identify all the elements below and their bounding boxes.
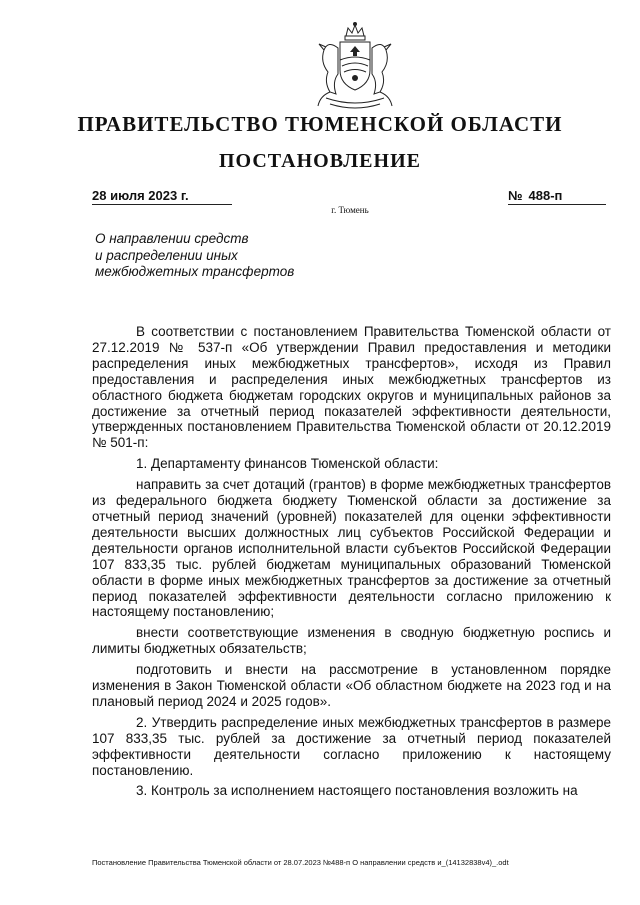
city-label: г. Тюмень <box>331 205 369 215</box>
page-footer: Постановление Правительства Тюменской области от 28.07.2023 №488-п О направлении средств и_(14132838v4)_.odt <box>92 858 509 867</box>
coat-of-arms-icon <box>310 22 400 114</box>
body-paragraph: направить за счет дотаций (грантов) в форме межбюджетных трансфертов из федерального бюджета бюджету Тюменской области за достижение за отчетный период значений (уровней) показателей для оценки эффективности деятельности высших должностных лиц субъектов Российской Федерации и деятельности органов исполнительной власти субъектов Российской Федерации 107 833,35 тыс. рублей бюджетам муниципальных образований Тюменской области в форме иных межбюджетных трансфертов за достижение за отчетный период показателей эффективности деятельности согласно приложению к настоящему постановлению; <box>92 477 611 620</box>
body-paragraph: подготовить и внести на рассмотрение в установленном порядке изменения в Закон Тюменской области «Об областном бюджете на 2023 год и на плановый период 2024 и 2025 годов». <box>92 662 611 709</box>
body-paragraph: внести соответствующие изменения в сводную бюджетную роспись и лимиты бюджетных обязательств; <box>92 625 611 657</box>
government-title: ПРАВИТЕЛЬСТВО ТЮМЕНСКОЙ ОБЛАСТИ <box>77 112 563 136</box>
document-body <box>92 324 611 804</box>
subject-line: и распределении иных <box>95 247 238 263</box>
body-paragraph: 3. Контроль за исполнением настоящего постановления возложить на <box>136 783 578 799</box>
document-date: 28 июля 2023 г. <box>92 188 232 205</box>
document-subject <box>95 231 355 281</box>
body-paragraph: 1. Департаменту финансов Тюменской области: <box>136 456 439 472</box>
subject-line: О направлении средств <box>95 231 249 246</box>
body-paragraph: В соответствии с постановлением Правительства Тюменской области от 27.12.2019 № 537-п «Об утверждении Правил предоставления и методики распределения иных межбюджетных трансфертов», исходя из Правил предоставления и распределения иных межбюджетных трансфертов из областного бюджета бюджетам городских округов и муниципальных районов за достижение за отчетный период показателей эффективности деятельности, утвержденных постановлением Правительства Тюменской области от 20.12.2019 № 501-п: <box>92 324 611 451</box>
number-prefix: № <box>508 188 523 203</box>
body-paragraph: 2. Утвердить распределение иных межбюджетных трансфертов в размере 107 833,35 тыс. рублей за достижение за отчетный период показателей эффективности деятельности согласно приложению к настоящему постановлению. <box>92 714 611 778</box>
subject-line: межбюджетных трансфертов <box>95 264 295 279</box>
number-value: 488-п <box>528 188 563 203</box>
document-number <box>508 188 606 205</box>
document-type: ПОСТАНОВЛЕНИЕ <box>219 150 421 172</box>
